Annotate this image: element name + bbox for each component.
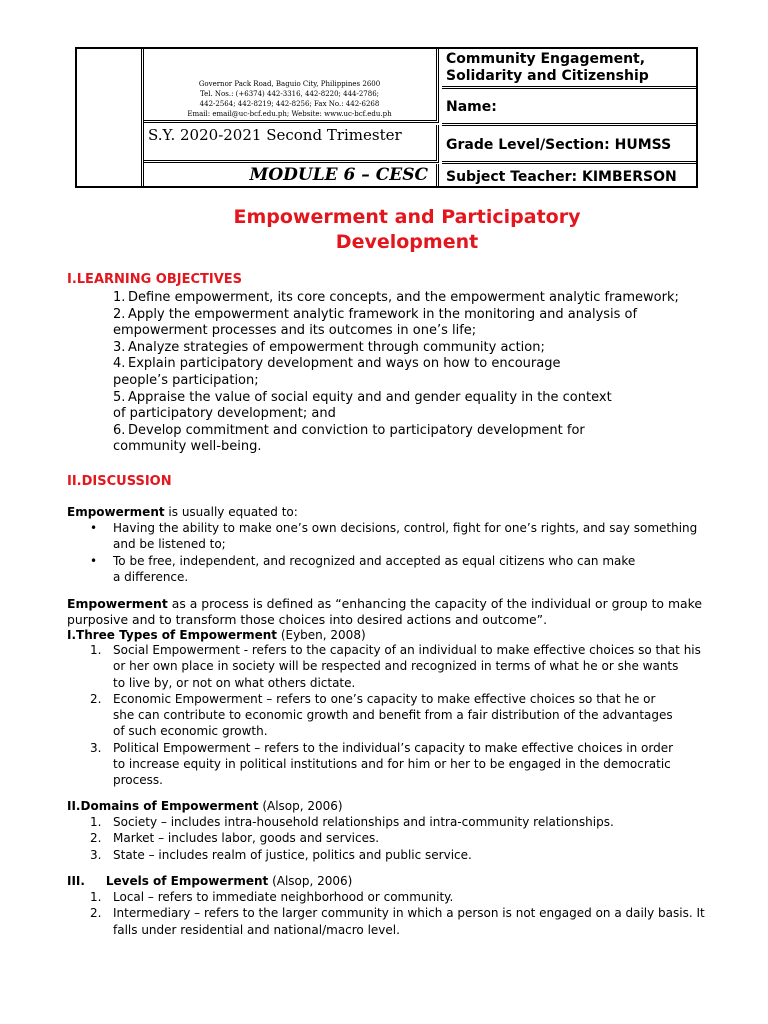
item-number: 5. (113, 389, 126, 405)
item-text: Market – includes labor, goods and services. (113, 831, 380, 846)
objectives-list (113, 290, 713, 456)
school-year: S.Y. 2020-2021 Second Trimester (143, 125, 439, 163)
item-text: empowerment processes and its outcomes in one’s life; (113, 323, 477, 339)
item-text: of such economic growth. (113, 724, 268, 739)
list-item (90, 905, 710, 938)
empowerment-intro (67, 504, 298, 520)
name-field-label: Name: (442, 90, 696, 126)
bullet-icon: • (90, 553, 98, 568)
item-text: Political Empowerment – refers to the individual’s capacity to make effective choices in order (113, 740, 674, 755)
item-number: 2. (90, 831, 102, 846)
types-list (90, 642, 710, 789)
list-item (90, 691, 710, 740)
item-text: or her own place in society will be respected and recognized in terms of what he or she wants (113, 659, 679, 674)
objectives-heading: I.LEARNING OBJECTIVES (67, 272, 243, 287)
paragraph-text: as a process is defined as “enhancing the capacity of the individual or group to make (167, 596, 702, 611)
objective-item (113, 290, 713, 307)
title-line: Development (335, 231, 479, 253)
list-item (90, 847, 710, 863)
subheading: II.Domains of Empowerment (67, 799, 259, 813)
item-text: State – includes realm of justice, politics and public service. (113, 847, 472, 862)
module-number: MODULE 6 – CESC (143, 164, 439, 186)
item-number: 6. (113, 422, 126, 438)
term: Empowerment (67, 505, 165, 519)
subheading: III. Levels of Empowerment (67, 874, 269, 888)
item-text: to increase equity in political institutions and for him or her to be engaged in the democratic (113, 757, 671, 772)
list-item (90, 740, 710, 789)
item-text: Apply the empowerment analytic framework in the monitoring and analysis of (128, 306, 638, 322)
item-number: 3. (90, 847, 102, 862)
item-number: 4. (113, 356, 126, 372)
item-text: people’s participation; (113, 372, 259, 388)
module-header-table (75, 47, 698, 188)
item-text: of participatory development; and (113, 406, 336, 422)
item-number: 3. (113, 339, 126, 355)
item-text: and be listened to; (113, 537, 226, 552)
citation: (Alsop, 2006) (258, 799, 343, 813)
item-text: Society – includes intra-household relationships and intra-community relationships. (113, 815, 614, 829)
item-text: Local – refers to immediate neighborhood or community. (113, 890, 454, 904)
item-number: 2. (113, 306, 126, 322)
item-number: 1. (90, 815, 102, 829)
item-text: falls under residential and national/macro level. (113, 922, 400, 937)
page-title (0, 205, 768, 255)
school-address (143, 49, 439, 123)
term: Empowerment (67, 596, 168, 611)
subheading: I.Three Types of Empowerment (67, 628, 277, 642)
discussion-heading: II.DISCUSSION (67, 474, 172, 489)
domains-heading (67, 798, 343, 814)
item-number: 1. (113, 290, 126, 305)
list-item (90, 642, 710, 691)
item-text: to live by, or not on what others dictate. (113, 675, 356, 690)
objective-item (113, 390, 713, 423)
list-item (90, 889, 710, 905)
item-text: Appraise the value of social equity and and gender equality in the context (128, 389, 612, 405)
item-text: Social Empowerment - refers to the capacity of an individual to make effective choices so that his (113, 643, 701, 657)
grade-section: Grade Level/Section: HUMSS (442, 127, 696, 164)
list-item (90, 814, 710, 830)
citation: (Eyben, 2008) (277, 628, 366, 642)
item-text: a difference. (113, 569, 189, 584)
item-text: Economic Empowerment – refers to one’s capacity to make effective choices so that he or (113, 691, 656, 706)
objective-item (113, 423, 713, 456)
levels-list (90, 889, 710, 938)
item-number: 3. (90, 740, 102, 755)
objective-item (113, 356, 713, 389)
item-text: Intermediary – refers to the larger community in which a person is not engaged on a daily basis. It (113, 906, 705, 921)
citation: (Alsop, 2006) (268, 874, 353, 888)
types-heading (67, 627, 366, 643)
subject-title: Community Engagement, Solidarity and Citizenship (442, 49, 696, 89)
item-text: To be free, independent, and recognized and accepted as equal citizens who can make (113, 553, 636, 568)
bullet-icon: • (90, 521, 98, 535)
title-line: Empowerment and Participatory (233, 206, 581, 228)
item-text: Develop commitment and conviction to participatory development for (128, 422, 585, 438)
address-line: Governor Pack Road, Baguio City, Philippines 2600 (198, 80, 381, 88)
item-text: Having the ability to make one’s own decisions, control, fight for one’s rights, and say something (113, 521, 698, 535)
item-number: 1. (90, 890, 102, 904)
item-text: Explain participatory development and ways on how to encourage (128, 356, 561, 372)
domains-list (90, 814, 710, 863)
item-number: 2. (90, 906, 102, 921)
objective-item (113, 307, 713, 340)
item-text: Define empowerment, its core concepts, and the empowerment analytic framework; (128, 290, 679, 305)
subject-teacher: Subject Teacher: KIMBERSON (446, 169, 677, 185)
bullet-item (90, 553, 710, 586)
empowerment-process-paragraph (67, 596, 717, 628)
address-line: Email: email@uc-bcf.edu.ph; Website: www.uc-bcf.edu.ph (187, 110, 392, 118)
bullet-item (90, 520, 710, 553)
item-number: 1. (90, 643, 102, 657)
item-number: 2. (90, 691, 102, 706)
paragraph-text: purposive and to transform those choices into desired actions and outcome”. (67, 612, 548, 627)
list-item (90, 830, 710, 846)
item-text: Analyze strategies of empowerment through community action; (128, 339, 545, 355)
empowerment-bullets (90, 520, 710, 585)
intro-text: is usually equated to: (164, 505, 298, 519)
objective-item (113, 340, 713, 357)
school-logo-cell (77, 49, 144, 186)
item-text: she can contribute to economic growth and benefit from a fair distribution of the advantages (113, 708, 673, 723)
address-line: 442-2564; 442-8219; 442-8256; Fax No.: 442-6268 (199, 100, 380, 108)
item-text: process. (113, 773, 163, 788)
levels-heading (67, 873, 352, 889)
address-line: Tel. Nos.: (+6374) 442-3316, 442-8220; 444-2786; (199, 90, 380, 98)
item-text: community well-being. (113, 439, 262, 455)
